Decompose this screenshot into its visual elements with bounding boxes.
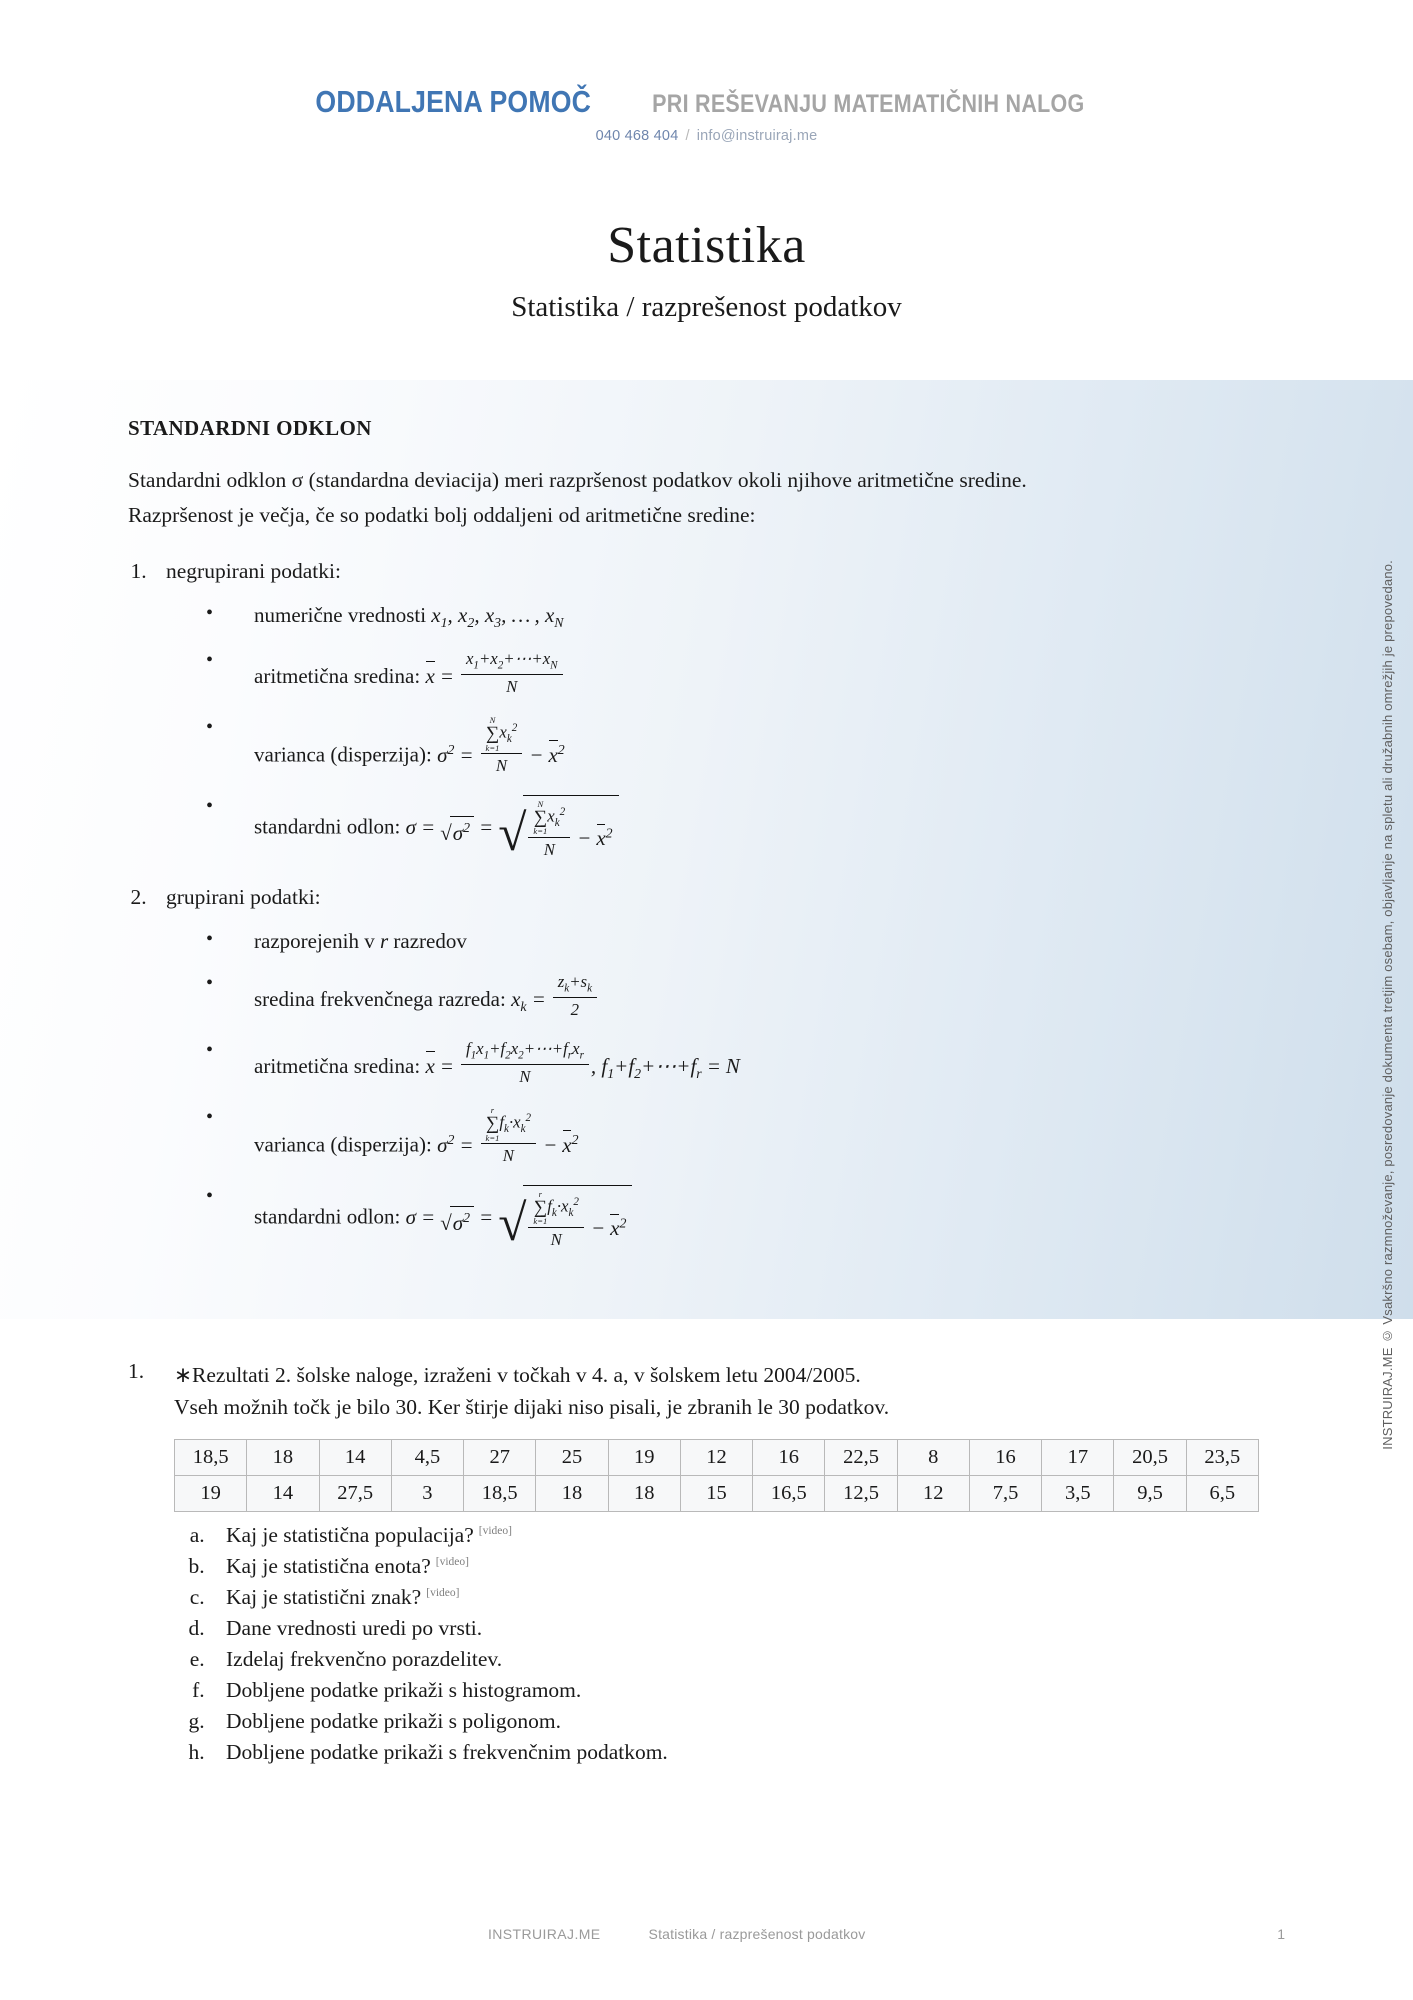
table-cell: 14 (247, 1476, 319, 1512)
page-subtitle: Statistika / razprešenost podatkov (511, 291, 902, 323)
video-link[interactable]: [video] (426, 1587, 460, 1600)
formula-stddev (206, 795, 1413, 863)
theory-panel (0, 380, 1413, 1319)
formula-variance-grouped-label: varianca (disperzija): (254, 1132, 432, 1157)
table-cell: 16 (753, 1440, 825, 1476)
question-text: Kaj je statistični znak? (226, 1585, 422, 1610)
theory-heading: STANDARDNI ODKLON (128, 416, 372, 440)
formula-variance-grouped (206, 1106, 1413, 1167)
formula-mean-math: x = $\frac{x_1+x_2+\cdots+x_N}{N}$ (425, 664, 564, 688)
exercise-1 (128, 1359, 1413, 1770)
question-item (210, 1522, 1413, 1550)
formula-classes-var: r (379, 928, 389, 953)
contact-line (0, 128, 1413, 144)
table-cell: 8 (897, 1440, 969, 1476)
table-cell: 25 (536, 1440, 608, 1476)
table-cell: 18,5 (464, 1476, 536, 1512)
formula-stddev-grouped-math: $\sigma = √\sigma^2$ =√ r ∑ k=1 $f_k\cdot x_k^2$ N − $x^2$ (406, 1205, 633, 1229)
page-masthead (0, 0, 1413, 144)
footer-brand: INSTRUIRAJ.ME (488, 1926, 601, 1942)
brand-tagline: PRI REŠEVANJU MATEMATIČNIH NALOG (652, 90, 1085, 118)
formula-mean (206, 649, 1413, 698)
exercise-line-2: Vseh možnih točk je bilo 30. Ker štirje dijaki niso pisali, je zbranih le 30 podatkov. (174, 1394, 890, 1419)
question-text: Dobljene podatke prikaži s histogramom. (226, 1677, 582, 1702)
table-cell: 3 (391, 1476, 463, 1512)
formula-classmid (206, 972, 1413, 1021)
table-cell: 16 (969, 1440, 1041, 1476)
data-table (174, 1439, 1259, 1512)
brand-name: ODDALJENA POMOČ (315, 84, 591, 119)
video-link[interactable]: [video] (478, 1525, 512, 1538)
question-item (210, 1615, 1413, 1643)
table-cell: 6,5 (1186, 1476, 1258, 1512)
formula-mean-grouped-math: x = $\frac{f_1x_1+f_2x_2+\cdots+f_rx_r}{N}$ , $f_1+f_2+\cdots+f_r = N$ (425, 1039, 740, 1087)
formula-stddev-label: standardni odlon: (254, 814, 401, 839)
table-cell: 14 (319, 1440, 391, 1476)
table-cell: 12,5 (825, 1476, 897, 1512)
table-cell: 18,5 (175, 1440, 247, 1476)
formula-classes-suffix: razredov (393, 928, 467, 953)
theory-item-2-label: grupirani podatki: (166, 884, 321, 909)
question-text: Kaj je statistična enota? (226, 1554, 431, 1579)
theory-item-1-label: negrupirani podatki: (166, 558, 341, 583)
exercise-body (174, 1359, 1413, 1770)
table-cell: 16,5 (753, 1476, 825, 1512)
formula-stddev-math: $\sigma = √\sigma^2$ =√ N ∑ k=1 $x_k^2$ N − $x^2$ (406, 815, 619, 839)
question-item (210, 1739, 1413, 1767)
question-item (210, 1646, 1413, 1674)
exercise-line-1: ∗Rezultati 2. šolske naloge, izraženi v točkah v 4. a, v šolskem letu 2004/2005. (174, 1362, 861, 1387)
table-row (175, 1476, 1259, 1512)
table-cell: 20,5 (1114, 1440, 1186, 1476)
question-item (210, 1553, 1413, 1581)
video-link[interactable]: [video] (435, 1556, 469, 1569)
formula-classes-label: razporejenih v (254, 928, 375, 953)
formula-mean-grouped-label: aritmetična sredina: (254, 1054, 421, 1079)
table-cell: 19 (175, 1476, 247, 1512)
table-cell: 27,5 (319, 1476, 391, 1512)
formula-values-label: numerične vrednosti (254, 602, 427, 627)
formula-classmid-math: $x_k$ = $\frac{z_k+s_k}{2}$ (511, 987, 599, 1011)
page-footer (0, 1926, 1413, 1942)
page-title: Statistika (607, 217, 806, 274)
contact-email[interactable]: info@instruiraj.me (696, 128, 818, 144)
table-cell: 22,5 (825, 1440, 897, 1476)
table-row (175, 1440, 1259, 1476)
table-cell: 9,5 (1114, 1476, 1186, 1512)
formula-mean-grouped (206, 1039, 1413, 1088)
theory-list (128, 559, 1413, 1253)
table-cell: 18 (247, 1440, 319, 1476)
formula-variance-grouped-math: $\sigma^2$ = r ∑ k=1 $f_k\cdot x_k^2$ N − $x^2$ (437, 1105, 579, 1166)
table-cell: 4,5 (391, 1440, 463, 1476)
formula-variance-math: $\sigma^2$ = N ∑ k=1 $x_k^2$ N − $x^2$ (437, 715, 565, 776)
exercise-number: 1. (128, 1358, 145, 1383)
brand-line (0, 86, 1413, 117)
formula-variance-label: varianca (disperzija): (254, 742, 432, 767)
formula-stddev-grouped (206, 1185, 1413, 1253)
table-cell: 18 (608, 1476, 680, 1512)
formula-values (206, 602, 1413, 632)
question-text: Dobljene podatke prikaži s frekvenčnim podatkom. (226, 1739, 668, 1764)
table-cell: 3,5 (1042, 1476, 1114, 1512)
question-item (210, 1584, 1413, 1612)
table-cell: 7,5 (969, 1476, 1041, 1512)
exercise-section (0, 1319, 1413, 1770)
theory-item-ungrouped (152, 559, 1413, 863)
formula-stddev-grouped-label: standardni odlon: (254, 1204, 401, 1229)
formula-classes (206, 928, 1413, 954)
theory-item-grouped (152, 885, 1413, 1253)
question-list (174, 1522, 1413, 1767)
question-text: Dobljene podatke prikaži s poligonom. (226, 1708, 561, 1733)
formula-values-math: $x_1$, $x_2$, $x_3$, … , $x_N$ (431, 602, 564, 630)
table-cell: 27 (464, 1440, 536, 1476)
formula-classmid-label: sredina frekvenčnega razreda: (254, 986, 506, 1011)
table-cell: 17 (1042, 1440, 1114, 1476)
table-cell: 15 (680, 1476, 752, 1512)
question-text: Izdelaj frekvenčno porazdelitev. (226, 1646, 503, 1671)
table-cell: 23,5 (1186, 1440, 1258, 1476)
theory-paragraph: Standardni odklon σ (standardna deviacija) meri razpršenost podatkov okoli njihove aritmetične sredine. Razpršenost je večja, če so podatki bolj oddaljeni od aritmetične sredine: (128, 468, 1027, 527)
theory-item-1-bullets (166, 602, 1413, 863)
theory-item-2-bullets (166, 928, 1413, 1253)
formula-variance (206, 716, 1413, 777)
table-cell: 18 (536, 1476, 608, 1512)
question-item (210, 1677, 1413, 1705)
footer-page-number: 1 (1277, 1926, 1285, 1942)
table-cell: 19 (608, 1440, 680, 1476)
contact-phone[interactable]: 040 468 404 (595, 128, 679, 144)
question-text: Dane vrednosti uredi po vrsti. (226, 1616, 483, 1641)
footer-title: Statistika / razprešenost podatkov (648, 1926, 866, 1942)
table-cell: 12 (897, 1476, 969, 1512)
copyright-side-note: INSTRUIRAJ.ME © Vsakršno razmnoževanje, posredovanje dokumenta tretjim osebam, objavljanje na spletu ali družabnih omrežjih je prepovedano. (1380, 560, 1395, 1450)
question-text: Kaj je statistična populacija? (226, 1523, 474, 1548)
contact-separator: / (685, 128, 690, 144)
table-cell: 12 (680, 1440, 752, 1476)
formula-mean-label: aritmetična sredina: (254, 664, 421, 689)
question-item (210, 1708, 1413, 1736)
